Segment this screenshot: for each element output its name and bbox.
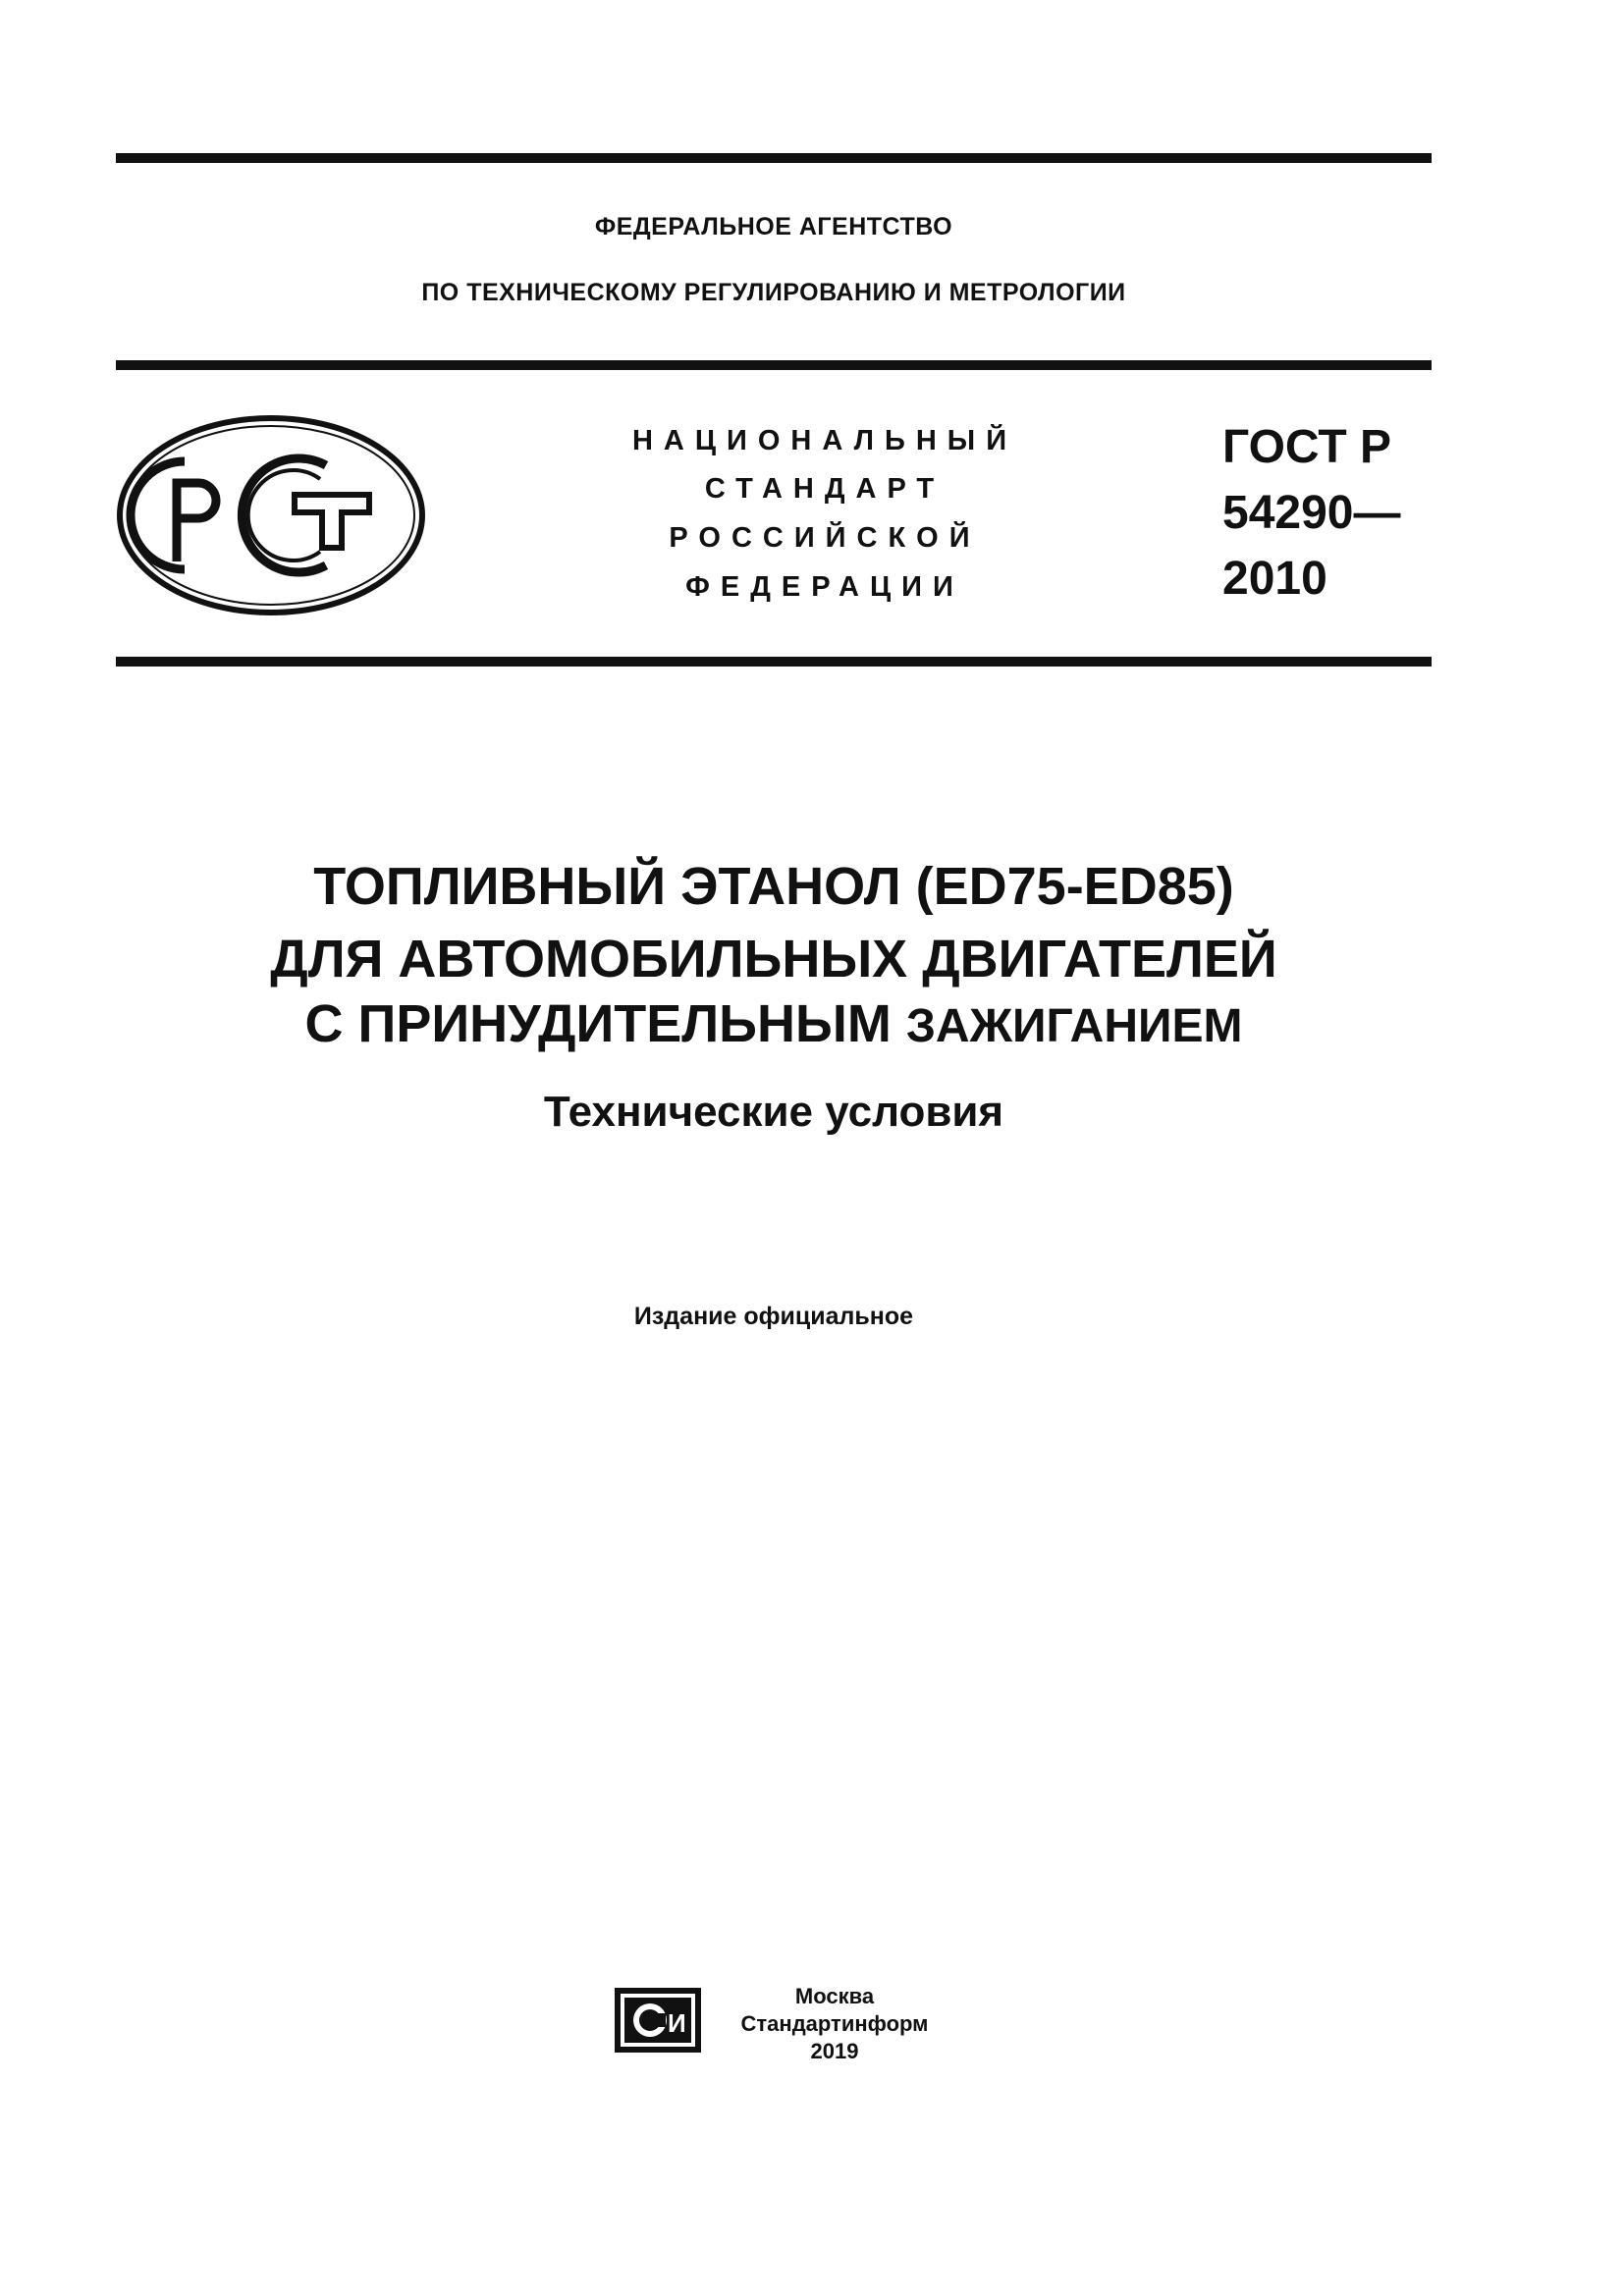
document-title-line3-small: ЗАЖИГАНИЕМ	[905, 1000, 1243, 1052]
edition-note: Издание официальное	[633, 1303, 914, 1330]
document-title-line2: ДЛЯ АВТОМОБИЛЬНЫХ ДВИГАТЕЛЕЙ	[270, 930, 1277, 988]
top-rule	[116, 153, 1432, 163]
agency-name-line1: ФЕДЕРАЛЬНОЕ АГЕНТСТВО	[594, 213, 953, 240]
agency-name-line2: ПО ТЕХНИЧЕСКОМУ РЕГУЛИРОВАНИЮ И МЕТРОЛОГИИ	[421, 279, 1126, 306]
national-standard-line4: ФЕДЕРАЦИИ	[685, 571, 964, 603]
standard-designation-line2: 54290—	[1222, 487, 1401, 539]
bottom-rule	[116, 657, 1432, 667]
national-standard-line2: СТАНДАРТ	[704, 473, 946, 505]
standard-designation-line1: ГОСТ Р	[1222, 421, 1392, 473]
document-subtitle: Технические условия	[543, 1088, 1004, 1136]
document-title-line1: ТОПЛИВНЫЙ ЭТАНОЛ (ED75-ED85)	[313, 857, 1234, 916]
publication-year: 2019	[810, 2039, 859, 2063]
national-standard-line3: РОССИЙСКОЙ	[669, 522, 981, 554]
document-title-line3-main: С ПРИНУДИТЕЛЬНЫМ	[304, 994, 906, 1053]
document-title-line3	[116, 993, 1432, 1054]
national-standard-line1: НАЦИОНАЛЬНЫЙ	[631, 425, 1018, 456]
rst-certification-mark-icon	[116, 414, 426, 616]
middle-rule	[116, 360, 1432, 370]
standard-designation-line3: 2010	[1222, 553, 1327, 605]
publisher-name: Стандартинформ	[740, 2011, 929, 2036]
svg-text:И: И	[668, 2008, 686, 2038]
publisher-city: Москва	[794, 1984, 875, 2008]
standartinform-logo-icon	[611, 1984, 705, 2056]
